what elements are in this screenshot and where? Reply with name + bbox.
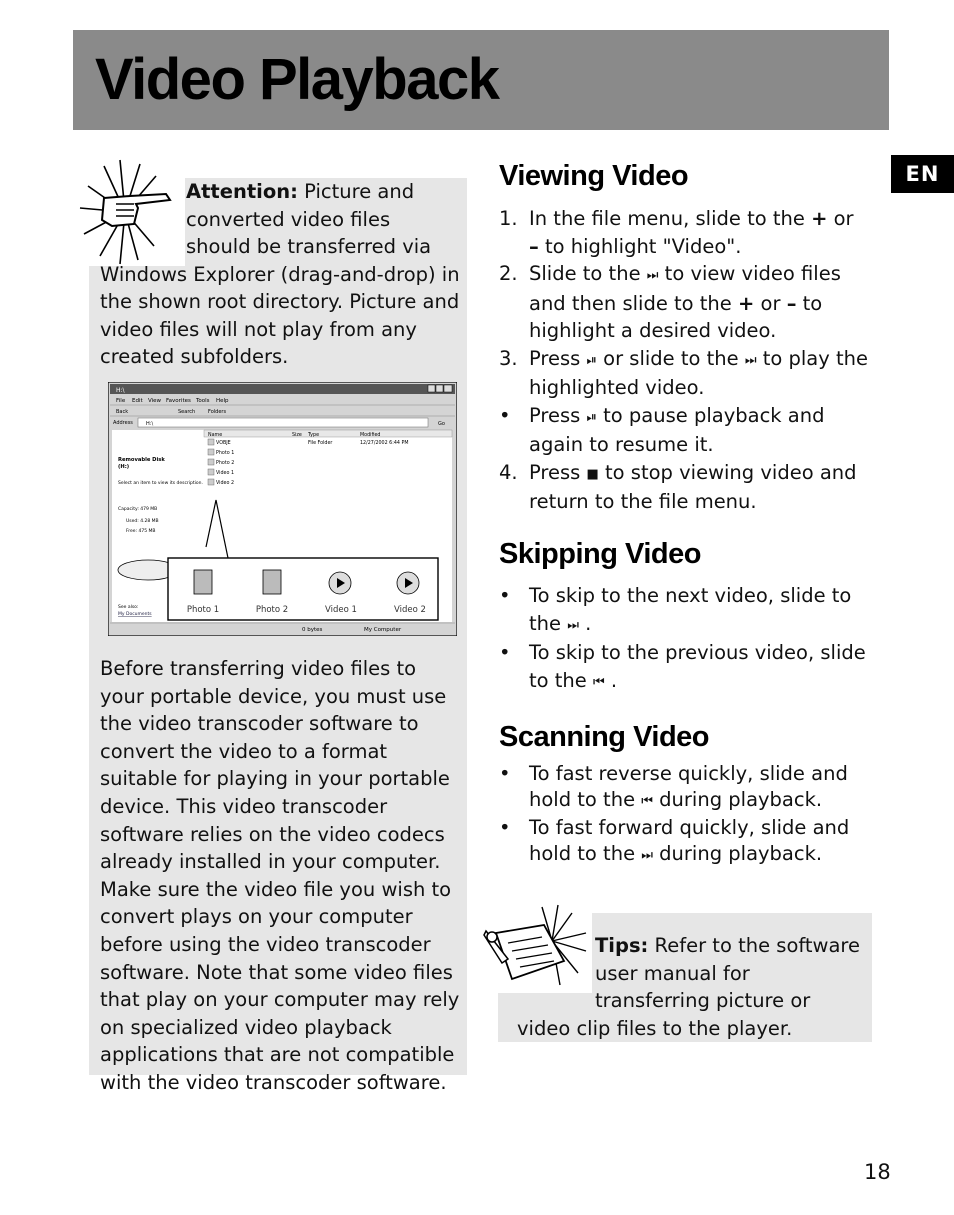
play-pause-icon: ⏯ <box>586 409 597 425</box>
attention-body: Picture and converted video files should be transferred via Windows Explorer (drag-and-drop) in the shown root directory. Picture and video files will not play from any created subfolders. <box>100 180 460 368</box>
page-title: Video Playback <box>95 47 499 112</box>
menu-help[interactable]: Help <box>216 398 229 404</box>
tips-body: Refer to the software user manual for transferring picture or video clip files to the player. <box>517 934 861 1040</box>
previous-icon: ⏮ <box>592 674 605 690</box>
skipping-list <box>499 582 869 696</box>
window-controls <box>428 385 452 392</box>
back-button[interactable]: Back <box>116 409 129 415</box>
list-item: 4. Press ■ to stop viewing video and return to the file menu. <box>499 460 857 513</box>
attention-text <box>100 178 460 371</box>
title-bar <box>73 30 889 130</box>
viewing-heading: Viewing Video <box>499 160 689 192</box>
folders-button[interactable]: Folders <box>208 409 227 415</box>
status-location: My Computer <box>364 627 402 633</box>
file-row-name[interactable]: Video 1 <box>216 471 235 476</box>
sidebar-hint: Select an item to view its description. <box>118 481 203 486</box>
col-size[interactable]: Size <box>292 433 302 438</box>
photo-file-icon <box>263 570 281 594</box>
list-item: • Press ⏯ to pause playback and again to resume it. <box>499 403 825 456</box>
list-item: • To skip to the previous video, slide to the ⏮ . <box>499 639 869 696</box>
list-item: 2. Slide to the ⏭ to view video files and then slide to the + or – to highlight a desired video. <box>499 262 841 342</box>
next-icon: ⏭ <box>646 268 659 283</box>
stop-icon: ■ <box>586 466 599 482</box>
list-item: 3. Press ⏯ or slide to the ⏭ to play the highlighted video. <box>499 346 868 399</box>
list-item: • To skip to the next video, slide to the ⏭ . <box>499 582 869 639</box>
file-row-name[interactable]: Video 2 <box>216 481 235 486</box>
list-item: • To fast forward quickly, slide and hold to the ⏭ during playback. <box>499 815 869 869</box>
disk-letter: (H:) <box>118 464 130 470</box>
tips-text <box>517 932 867 1042</box>
menu-edit[interactable]: Edit <box>132 398 143 404</box>
menu-file[interactable]: File <box>116 398 126 404</box>
explorer-screenshot <box>108 382 457 636</box>
col-modified[interactable]: Modified <box>360 433 381 438</box>
col-name[interactable]: Name <box>208 433 223 438</box>
zoom-label: Photo 1 <box>186 605 220 615</box>
file-row-type: File Folder <box>308 441 333 446</box>
skipping-heading: Skipping Video <box>499 538 701 570</box>
col-type[interactable]: Type <box>308 433 320 438</box>
file-row-name[interactable]: Photo 1 <box>216 451 235 456</box>
zoom-label: Video 2 <box>394 605 426 615</box>
file-row-name[interactable]: VOBJE <box>216 441 231 446</box>
file-row-modified: 12/27/2002 6:44 PM <box>360 441 409 446</box>
list-item: • To fast reverse quickly, slide and hold to the ⏮ during playback. <box>499 761 869 815</box>
disk-name: Removable Disk <box>118 457 165 463</box>
language-tab: EN <box>891 155 954 193</box>
file-row-name[interactable]: Photo 2 <box>216 461 235 466</box>
address-value: H:\ <box>146 421 154 427</box>
next-icon: ⏭ <box>744 352 757 368</box>
play-pause-icon: ⏯ <box>586 352 597 368</box>
scanning-heading: Scanning Video <box>499 721 710 753</box>
zoom-label: Photo 2 <box>255 605 289 615</box>
status-size: 0 bytes <box>302 627 323 633</box>
my-documents-link[interactable]: My Documents <box>118 612 152 617</box>
attention-label: Attention: <box>186 180 298 203</box>
next-icon: ⏭ <box>641 848 653 863</box>
zoom-label: Video 1 <box>325 605 357 615</box>
photo-file-icon <box>194 570 212 594</box>
viewing-list <box>499 205 869 516</box>
search-button[interactable]: Search <box>178 409 196 415</box>
address-label: Address <box>113 420 133 426</box>
free-text: Free: 475 MB <box>126 529 156 534</box>
see-also-label: See also: <box>118 605 139 610</box>
menu-favorites[interactable]: Favorites <box>166 398 191 404</box>
list-item: 1. In the file menu, slide to the + or – to highlight "Video". <box>499 207 854 258</box>
scanning-list <box>499 761 869 869</box>
previous-icon: ⏮ <box>641 794 653 809</box>
used-text: Used: 4.28 MB <box>126 519 159 524</box>
address-bar[interactable] <box>138 418 428 427</box>
tips-label: Tips: <box>595 934 649 957</box>
menu-view[interactable]: View <box>148 398 162 404</box>
capacity-text: Capacity: 479 MB <box>118 507 158 512</box>
transcoder-paragraph: Before transferring video files to your portable device, you must use the video transcoder software to convert the video to a format suitable for playing in your portable device. This video transcoder software relies on the video codecs already installed in your computer. Make sure the video file you wish to convert plays on your computer before using the video transcoder software. Note that some video files that play on your computer may rely on specialized video playback applications that are not compatible with the video transcoder software. <box>100 657 460 1094</box>
explorer-title: H:\ <box>116 387 125 394</box>
next-icon: ⏭ <box>567 617 579 633</box>
go-button[interactable]: Go <box>438 421 445 427</box>
page-number: 18 <box>864 1160 891 1184</box>
menu-tools[interactable]: Tools <box>196 398 210 404</box>
